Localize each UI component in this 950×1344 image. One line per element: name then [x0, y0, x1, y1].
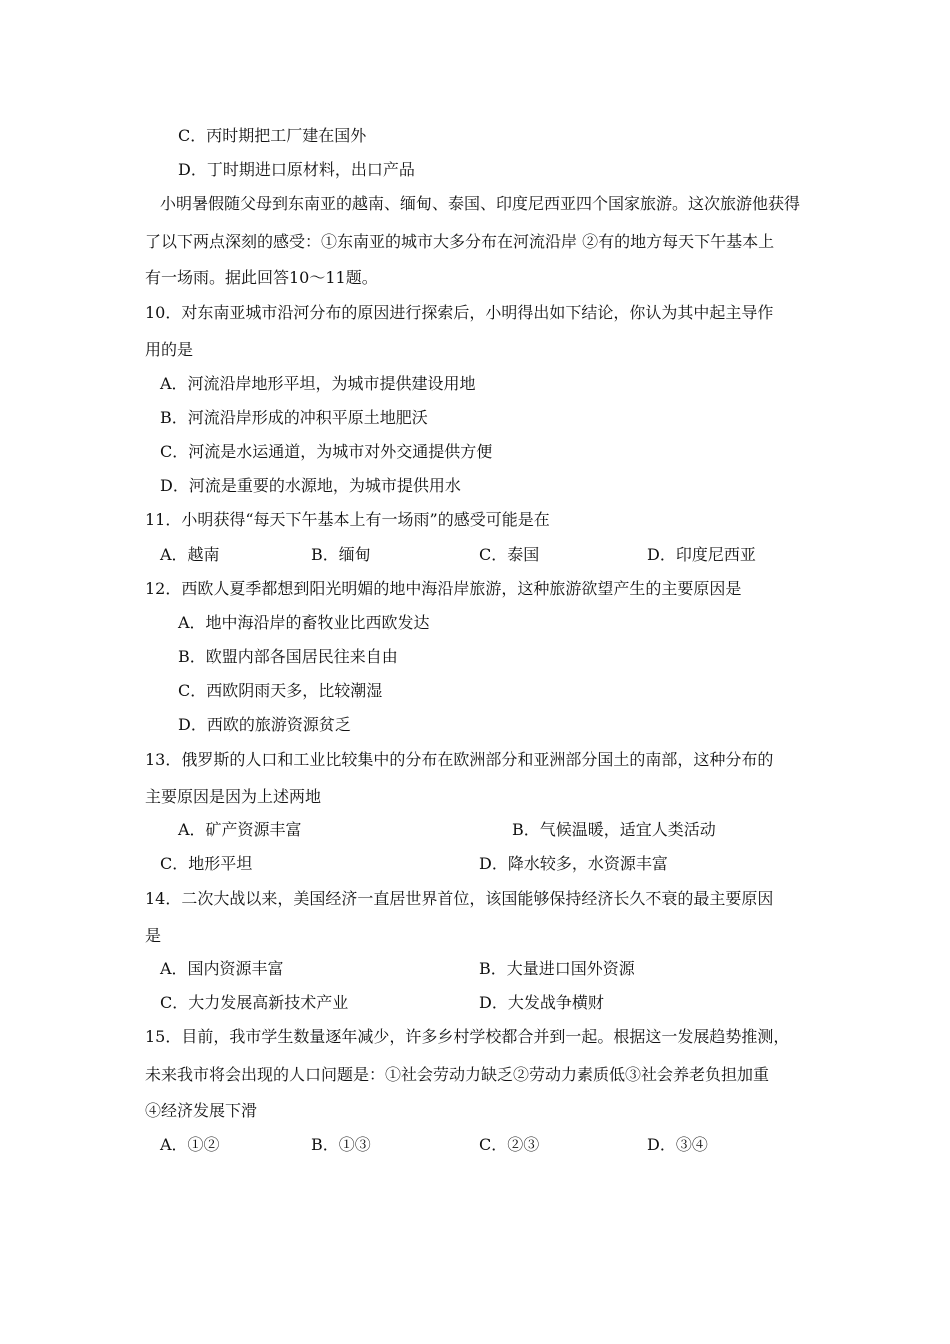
q12-stem: 12．西欧人夏季都想到阳光明媚的地中海沿岸旅游，这种旅游欲望产生的主要原因是	[145, 579, 742, 598]
q15-option-d: D．③④	[647, 1135, 708, 1154]
passage-line-1: 小明暑假随父母到东南亚的越南、缅甸、泰国、印度尼西亚四个国家旅游。这次旅游他获得	[160, 194, 801, 213]
passage-line-3: 有一场雨。据此回答10～11题。	[145, 268, 378, 287]
q11-option-b: B．缅甸	[311, 545, 371, 564]
passage-line-2: 了以下两点深刻的感受：①东南亚的城市大多分布在河流沿岸 ②有的地方每天下午基本上	[145, 232, 775, 251]
q10-option-b: B．河流沿岸形成的冲积平原土地肥沃	[160, 408, 428, 427]
q14-stem-line-2: 是	[145, 926, 162, 945]
q13-option-a: A．矿产资源丰富	[178, 820, 302, 839]
q15-stem-line-2: 未来我市将会出现的人口问题是：①社会劳动力缺乏②劳动力素质低③社会养老负担加重	[145, 1065, 770, 1084]
q14-option-c: C．大力发展高新技术产业	[160, 993, 349, 1012]
q10-stem-line-1: 10．对东南亚城市沿河分布的原因进行探索后，小明得出如下结论，你认为其中起主导作	[145, 303, 774, 322]
q15-stem-line-3: ④经济发展下滑	[145, 1101, 258, 1120]
q11-option-a: A．越南	[160, 545, 220, 564]
q15-stem-line-1: 15．目前，我市学生数量逐年减少，许多乡村学校都合并到一起。根据这一发展趋势推测，	[145, 1027, 790, 1046]
q10-option-d: D．河流是重要的水源地，为城市提供用水	[160, 476, 461, 495]
q12-option-c: C．西欧阴雨天多，比较潮湿	[178, 681, 383, 700]
q13-option-d: D．降水较多，水资源丰富	[479, 854, 668, 873]
q15-option-a: A．①②	[160, 1135, 220, 1154]
q10-option-a: A．河流沿岸地形平坦，为城市提供建设用地	[160, 374, 476, 393]
q14-option-a: A．国内资源丰富	[160, 959, 284, 978]
q13-stem-line-1: 13．俄罗斯的人口和工业比较集中的分布在欧洲部分和亚洲部分国土的南部，这种分布的	[145, 750, 774, 769]
q14-option-d: D．大发战争横财	[479, 993, 604, 1012]
q14-option-b: B．大量进口国外资源	[479, 959, 635, 978]
q11-option-c: C．泰国	[479, 545, 540, 564]
q14-stem-line-1: 14．二次大战以来，美国经济一直居世界首位，该国能够保持经济长久不衰的最主要原因	[145, 889, 774, 908]
q12-option-b: B．欧盟内部各国居民往来自由	[178, 647, 398, 666]
q15-option-c: C．②③	[479, 1135, 540, 1154]
q13-stem-line-2: 主要原因是因为上述两地	[145, 787, 322, 806]
q11-stem: 11．小明获得“每天下午基本上有一场雨”的感受可能是在	[145, 510, 550, 529]
q10-option-c: C．河流是水运通道，为城市对外交通提供方便	[160, 442, 493, 461]
q11-option-d: D．印度尼西亚	[647, 545, 756, 564]
q13-option-b: B．气候温暖，适宜人类活动	[512, 820, 716, 839]
q12-option-a: A．地中海沿岸的畜牧业比西欧发达	[178, 613, 430, 632]
prev-option-d: D．丁时期进口原材料，出口产品	[178, 160, 415, 179]
q10-stem-line-2: 用的是	[145, 340, 194, 359]
q12-option-d: D．西欧的旅游资源贫乏	[178, 715, 351, 734]
prev-option-c: C．丙时期把工厂建在国外	[178, 126, 367, 145]
q15-option-b: B．①③	[311, 1135, 371, 1154]
q13-option-c: C．地形平坦	[160, 854, 253, 873]
